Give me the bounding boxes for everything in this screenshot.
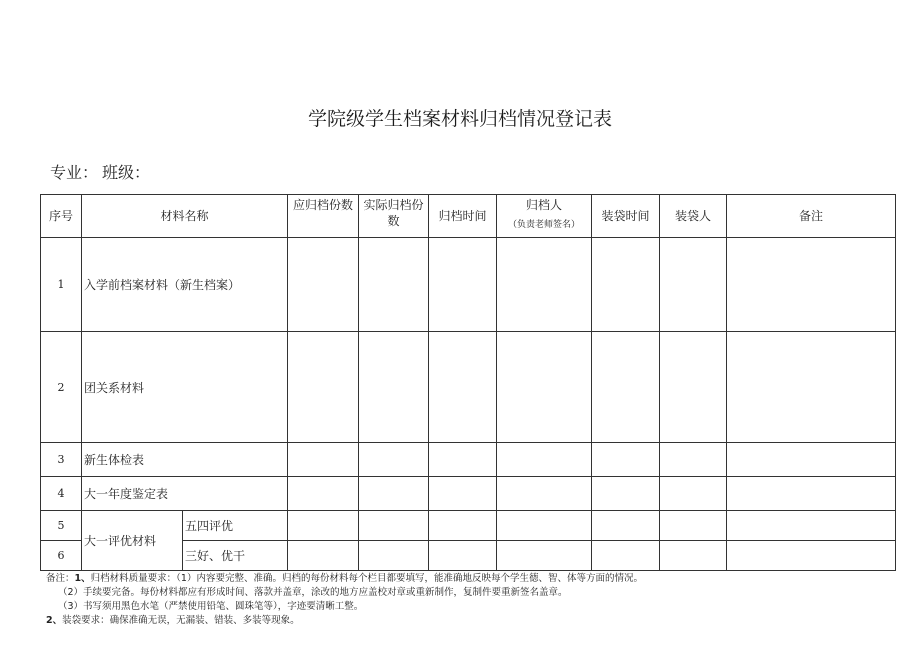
cell-bagger[interactable] xyxy=(660,332,727,443)
table-row xyxy=(41,332,896,443)
header-row xyxy=(41,195,896,238)
row-seq: 6 xyxy=(41,541,82,571)
row-material-name: 大一年度鉴定表 xyxy=(82,477,288,511)
cell-bagger[interactable] xyxy=(660,238,727,332)
cell-bag-time[interactable] xyxy=(592,477,660,511)
header-material: 材料名称 xyxy=(82,195,288,238)
cell-expected[interactable] xyxy=(288,238,359,332)
cell-actual[interactable] xyxy=(359,238,429,332)
table-row xyxy=(41,443,896,477)
header-actual: 实际归档份数 xyxy=(359,195,429,238)
cell-bagger[interactable] xyxy=(660,477,727,511)
cell-actual[interactable] xyxy=(359,477,429,511)
table-row xyxy=(41,477,896,511)
cell-bag-time[interactable] xyxy=(592,541,660,571)
table-row xyxy=(41,511,896,541)
row-material-name: 三好、优干 xyxy=(183,541,288,571)
row-seq: 4 xyxy=(41,477,82,511)
cell-archive-time[interactable] xyxy=(429,477,497,511)
note-line-2: （2）手续要完备。每份材料都应有形成时间、落款并盖章，涂改的地方应盖校对章或重新制作，复制件要重新签名盖章。 xyxy=(58,587,568,598)
header-expected: 应归档份数 xyxy=(288,195,359,238)
note-1-heading: 归档材料质量要求： xyxy=(90,573,177,584)
header-seq: 序号 xyxy=(41,195,82,238)
registration-table xyxy=(40,194,896,571)
cell-archive-time[interactable] xyxy=(429,541,497,571)
row-material-name: 入学前档案材料（新生档案） xyxy=(82,238,288,332)
cell-archiver[interactable] xyxy=(497,511,592,541)
major-class-line xyxy=(50,160,154,183)
cell-bagger[interactable] xyxy=(660,541,727,571)
header-bagger: 装袋人 xyxy=(660,195,727,238)
cell-bag-time[interactable] xyxy=(592,511,660,541)
cell-expected[interactable] xyxy=(288,477,359,511)
header-archiver-note: （负责老师签名） xyxy=(508,220,581,230)
row-material-name: 五四评优 xyxy=(183,511,288,541)
cell-archiver[interactable] xyxy=(497,477,592,511)
note-1-number: 1、 xyxy=(74,573,91,584)
cell-remark[interactable] xyxy=(727,443,896,477)
cell-actual[interactable] xyxy=(359,443,429,477)
cell-archiver[interactable] xyxy=(497,541,592,571)
cell-remark[interactable] xyxy=(727,511,896,541)
row-seq: 3 xyxy=(41,443,82,477)
cell-bag-time[interactable] xyxy=(592,443,660,477)
notes-label: 备注： xyxy=(46,573,75,584)
cell-archive-time[interactable] xyxy=(429,511,497,541)
row-seq: 5 xyxy=(41,511,82,541)
header-bag-time: 装袋时间 xyxy=(592,195,660,238)
cell-archiver[interactable] xyxy=(497,443,592,477)
cell-archive-time[interactable] xyxy=(429,443,497,477)
cell-actual[interactable] xyxy=(359,511,429,541)
cell-bagger[interactable] xyxy=(660,511,727,541)
cell-archive-time[interactable] xyxy=(429,238,497,332)
row-material-name: 新生体检表 xyxy=(82,443,288,477)
row-material-name: 团关系材料 xyxy=(82,332,288,443)
cell-archiver[interactable] xyxy=(497,332,592,443)
cell-archive-time[interactable] xyxy=(429,332,497,443)
note-2-heading: 装袋要求： xyxy=(62,615,110,626)
cell-actual[interactable] xyxy=(359,541,429,571)
note-2-text: 确保准确无误，无漏装、错装、多装等现象。 xyxy=(109,615,300,626)
row-group-name: 大一评优材料 xyxy=(82,511,183,571)
header-archive-time: 归档时间 xyxy=(429,195,497,238)
row-seq: 1 xyxy=(41,238,82,332)
cell-bag-time[interactable] xyxy=(592,238,660,332)
cell-bag-time[interactable] xyxy=(592,332,660,443)
cell-remark[interactable] xyxy=(727,541,896,571)
cell-actual[interactable] xyxy=(359,332,429,443)
note-line-1 xyxy=(46,572,906,586)
cell-bagger[interactable] xyxy=(660,443,727,477)
page-title: 学院级学生档案材料归档情况登记表 xyxy=(307,108,612,130)
header-remark: 备注 xyxy=(727,195,896,238)
note-2-number: 2、 xyxy=(46,615,63,626)
cell-remark[interactable] xyxy=(727,477,896,511)
note-1-text: （1）内容要完整、准确。归档的每份材料每个栏目都要填写，能准确地反映每个学生德、智、体等方面的情况。 xyxy=(176,573,643,584)
note-line-3: （3）书写须用黑色水笔（严禁使用铅笔、圆珠笔等），字迹要清晰工整。 xyxy=(58,601,364,612)
cell-remark[interactable] xyxy=(727,332,896,443)
cell-remark[interactable] xyxy=(727,238,896,332)
major-label: 专业： xyxy=(50,163,99,182)
note-line-4 xyxy=(46,614,906,628)
row-seq: 2 xyxy=(41,332,82,443)
notes-section xyxy=(46,572,906,628)
cell-expected[interactable] xyxy=(288,443,359,477)
table-row xyxy=(41,238,896,332)
cell-expected[interactable] xyxy=(288,332,359,443)
class-label: 班级： xyxy=(102,163,151,182)
cell-expected[interactable] xyxy=(288,511,359,541)
header-archiver xyxy=(497,195,592,238)
header-archiver-label: 归档人 xyxy=(526,198,563,212)
cell-expected[interactable] xyxy=(288,541,359,571)
cell-archiver[interactable] xyxy=(497,238,592,332)
